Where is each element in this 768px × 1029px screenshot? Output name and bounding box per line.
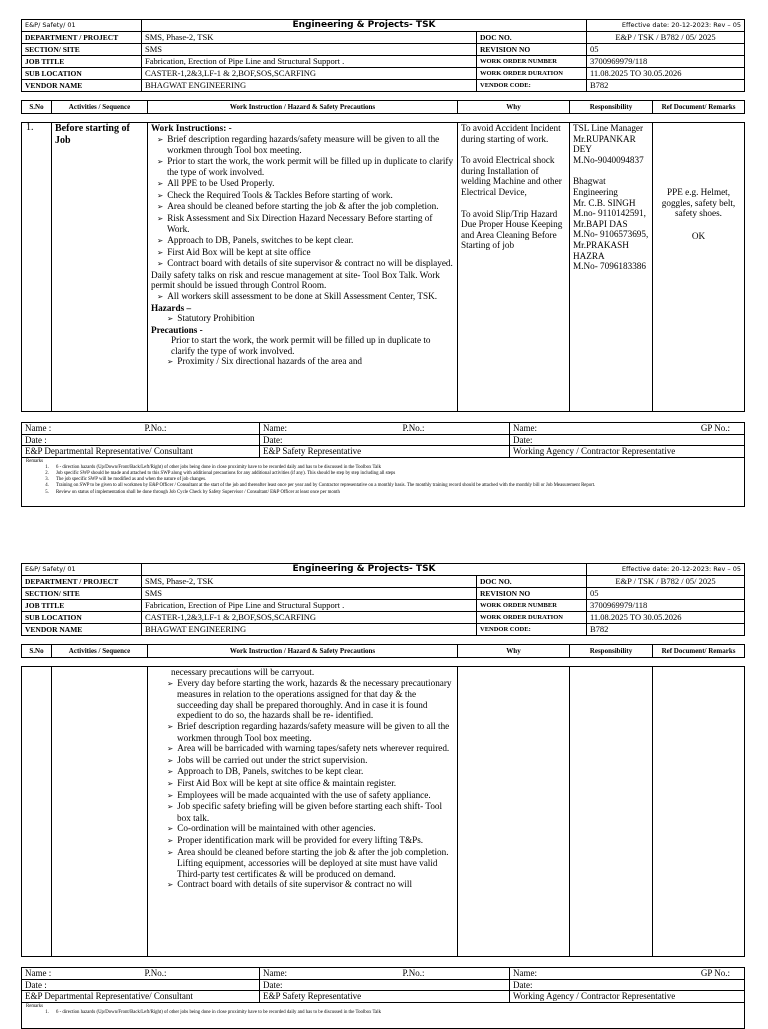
form-code: E&P/ Safety/ 01 xyxy=(22,20,142,32)
list-item: ➢ Approach to DB, Panels, switches to be kept clear. xyxy=(151,235,454,247)
ref-remarks-cell xyxy=(653,667,745,957)
signoff-gpno: GP No.: xyxy=(630,423,745,435)
signoff-date: Date : xyxy=(22,434,260,446)
job-title-value: Fabrication, Erection of Pipe Line and Structural Support . xyxy=(142,600,477,612)
responsibility-line: Mr.BAPI DAS xyxy=(573,218,628,229)
document-header xyxy=(21,19,745,92)
job-title-value: Fabrication, Erection of Pipe Line and Structural Support . xyxy=(142,56,477,68)
precautions-heading: Precautions - xyxy=(151,324,203,335)
ppe-remark: PPE e.g. Helmet, goggles, safety belt, safety shoes. xyxy=(661,187,736,219)
signoff-pno: P.No.: xyxy=(142,423,260,435)
lead-text: necessary precautions will be carryout. xyxy=(171,667,315,677)
sheet-page-2 xyxy=(21,563,745,1029)
department-value: SMS, Phase-2, TSK xyxy=(142,576,477,588)
column-header-row xyxy=(21,644,745,658)
col-sno: S.No xyxy=(22,101,52,114)
department-value: SMS, Phase-2, TSK xyxy=(142,32,477,44)
signoff-date-3: Date: xyxy=(510,434,745,446)
remarks-heading: Remarks xyxy=(26,458,44,464)
list-item: ➢ Proximity / Six directional hazards of the area and xyxy=(151,356,454,368)
responsibility-line: M.No-9040094837 xyxy=(573,154,644,165)
col-ref-document: Ref Document/ Remarks xyxy=(653,645,745,658)
list-item: ➢ First Aid Box will be kept at site office xyxy=(151,247,454,259)
col-responsibility: Responsibility xyxy=(570,101,653,114)
signoff-name-3: Name: xyxy=(510,423,630,435)
signoff-date: Date : xyxy=(22,979,260,991)
list-item: ➢ Contract board with details of site supervisor & contract no will be displayed. xyxy=(151,258,454,270)
revision-value: 05 xyxy=(587,44,745,56)
remark-item: 3. The job specific SWP will be modified as and when the nature of job changes. xyxy=(50,477,740,483)
revision-label: REVISION NO xyxy=(477,588,587,600)
why-text: To avoid Slip/Trip Hazard Due Proper House Keeping and Area Cleaning Before Starting of job xyxy=(461,208,563,251)
why-cell xyxy=(458,667,570,957)
list-item: ➢ Brief description regarding hazards/safety measure will be given to all the workmen through Tool box meeting. xyxy=(151,134,454,156)
document-title: Engineering & Projects- TSK xyxy=(142,20,587,32)
list-item: ➢ First Aid Box will be kept at site office & maintain register. xyxy=(151,778,454,790)
list-item: ➢ Employees will be made acquainted with the use of safety appliance. xyxy=(151,790,454,802)
list-item: ➢ Proper identification mark will be provided for every lifting T&Ps. xyxy=(151,835,454,847)
doc-no-label: DOC NO. xyxy=(477,32,587,44)
activity-cell xyxy=(52,667,148,957)
vendor-code-label: VENDOR CODE: xyxy=(477,80,587,92)
signoff-name-2: Name: xyxy=(260,423,400,435)
ref-remarks-cell xyxy=(653,123,745,412)
col-ref-document: Ref Document/ Remarks xyxy=(653,101,745,114)
signoff-pno-2: P.No.: xyxy=(400,423,510,435)
signoff-role-1: E&P Departmental Representative/ Consultant xyxy=(22,991,260,1003)
job-title-label: JOB TITLE xyxy=(22,56,142,68)
job-title-label: JOB TITLE xyxy=(22,600,142,612)
vendor-code-value: B782 xyxy=(587,80,745,92)
remarks-list xyxy=(26,1010,740,1016)
procedure-table-page-1 xyxy=(21,122,745,412)
col-why: Why xyxy=(458,645,570,658)
col-activities: Activities / Sequence xyxy=(52,101,148,114)
revision-value: 05 xyxy=(587,588,745,600)
daily-talk-text: Daily safety talks on risk and rescue management at site- Tool Box Talk. Work permit should be issued through Control Room. xyxy=(151,269,440,291)
sub-location-label: SUB LOCATION xyxy=(22,612,142,624)
vendor-name-label: VENDOR NAME xyxy=(22,624,142,636)
responsibility-line: Mr. C.B. SINGH xyxy=(573,197,636,208)
department-label: DEPARTMENT / PROJECT xyxy=(22,576,142,588)
col-sno: S.No xyxy=(22,645,52,658)
hazards-list xyxy=(151,313,454,325)
responsibility-line: M.No- 7096183386 xyxy=(573,261,646,272)
list-item: ➢ All PPE to be Used Properly. xyxy=(151,178,454,190)
signoff-date-2: Date: xyxy=(260,434,510,446)
col-responsibility: Responsibility xyxy=(570,645,653,658)
duration-label: WORK ORDER DURATION xyxy=(477,612,587,624)
section-label: SECTION/ SITE xyxy=(22,588,142,600)
col-activities: Activities / Sequence xyxy=(52,645,148,658)
sub-location-label: SUB LOCATION xyxy=(22,68,142,80)
section-value: SMS xyxy=(142,588,477,600)
signoff-role-3: Working Agency / Contractor Representative xyxy=(510,991,745,1003)
list-item: ➢ Risk Assessment and Six Direction Hazard Necessary Before starting of Work. xyxy=(151,213,454,235)
sub-location-value: CASTER-1,2&3,LF-1 & 2,BOF,SOS,SCARFING xyxy=(142,612,477,624)
list-item: ➢ Prior to start the work, the work permit will be filled up in duplicate to clarify the type of work involved. xyxy=(151,156,454,178)
section-value: SMS xyxy=(142,44,477,56)
remarks-heading: Remarks xyxy=(26,1003,44,1009)
signoff-role-3: Working Agency / Contractor Representative xyxy=(510,446,745,458)
duration-label: WORK ORDER DURATION xyxy=(477,68,587,80)
signoff-pno-2: P.No.: xyxy=(400,968,510,980)
signoff-pno: P.No.: xyxy=(142,968,260,980)
document-title: Engineering & Projects- TSK xyxy=(142,564,587,576)
doc-no-value: E&P / TSK / B782 / 05/ 2025 xyxy=(587,32,745,44)
remark-item: 1. 6 - direction hazards (Up/Down/Front/Back/Left/Right) of other jobs being done in close proximity have to be recorded daily and has to be discussed in the Toolbox Talk xyxy=(50,1010,740,1016)
col-why: Why xyxy=(458,101,570,114)
why-cell xyxy=(458,123,570,412)
column-header-row xyxy=(21,100,745,114)
signoff-name: Name : xyxy=(22,423,142,435)
col-work-instruction: Work Instruction / Hazard & Safety Precautions xyxy=(148,101,458,114)
duration-value: 11.08.2025 TO 30.05.2026 xyxy=(587,612,745,624)
responsibility-line: Bhagwat Engineering xyxy=(573,176,618,197)
sno-cell: 1. xyxy=(22,123,52,412)
work-order-label: WORK ORDER NUMBER xyxy=(477,56,587,68)
work-order-label: WORK ORDER NUMBER xyxy=(477,600,587,612)
signoff-name: Name : xyxy=(22,968,142,980)
list-item: ➢ Co-ordination will be maintained with other agencies. xyxy=(151,823,454,835)
sub-location-value: CASTER-1,2&3,LF-1 & 2,BOF,SOS,SCARFING xyxy=(142,68,477,80)
remark-item: 5. Review on status of implementation shall be done through Job Cycle Check by Safety Supervisor / Consultant/ E&P Officer at least once per month xyxy=(50,490,740,496)
signoff-role-1: E&P Departmental Representative/ Consultant xyxy=(22,446,260,458)
vendor-name-label: VENDOR NAME xyxy=(22,80,142,92)
remarks-box xyxy=(21,1003,745,1029)
precautions-text: Prior to start the work, the work permit will be filled up in duplicate to clarify the type of work involved. xyxy=(171,335,431,356)
form-code: E&P/ Safety/ 01 xyxy=(22,564,142,576)
signoff-gpno: GP No.: xyxy=(630,968,745,980)
vendor-code-label: VENDOR CODE: xyxy=(477,624,587,636)
work-instruction-cell xyxy=(148,123,458,412)
list-item: ➢ Check the Required Tools & Tackles Before starting of work. xyxy=(151,190,454,202)
signoff-name-2: Name: xyxy=(260,968,400,980)
list-item: ➢ All workers skill assessment to be done at Skill Assessment Center, TSK. xyxy=(151,291,454,303)
signoff-role-2: E&P Safety Representative xyxy=(260,446,510,458)
skill-list xyxy=(151,291,454,303)
remark-item: 1. 6 - direction hazards (Up/Down/Front/Back/Left/Right) of other jobs being done in close proximity have to be recorded daily and has to be discussed in the Toolbox Talk xyxy=(50,465,740,471)
sheet-page-1 xyxy=(21,19,745,507)
signoff-role-2: E&P Safety Representative xyxy=(260,991,510,1003)
sno-cell xyxy=(22,667,52,957)
work-instructions-list xyxy=(151,134,454,270)
responsibility-cell xyxy=(570,123,653,412)
list-item: ➢ Area should be cleaned before starting the job & after the job completion. xyxy=(151,201,454,213)
effective-date: Effective date: 20-12-2023: Rev – 05 xyxy=(587,20,745,32)
signoff-date-3: Date: xyxy=(510,979,745,991)
work-instructions-heading: Work Instructions: - xyxy=(151,123,232,133)
vendor-name-value: BHAGWAT ENGINEERING xyxy=(142,80,477,92)
work-instruction-cell xyxy=(148,667,458,957)
list-item: ➢ Statutory Prohibition xyxy=(151,313,454,325)
list-item: ➢ Area will be barricaded with warning tapes/safety nets wherever required. xyxy=(151,743,454,755)
doc-no-label: DOC NO. xyxy=(477,576,587,588)
responsibility-line: M.No- 9106573695, xyxy=(573,229,649,240)
signoff-table xyxy=(21,967,745,1003)
remark-item: 2. Job specific SWP should be made and attached to this SWP along with additional precautions for any additional activities (if any). This should be step by step including all steps xyxy=(50,471,740,477)
remarks-list xyxy=(26,465,740,496)
list-item: ➢ Every day before starting the work, hazards & the necessary precautionary measures in relation to the operations assigned for that day & the succeeding day shall be prepared thoroughly. And in case it is found expedient to do so, the hazards shall be re- identified. xyxy=(151,678,454,721)
ok-remark: OK xyxy=(691,230,706,241)
hazards-heading: Hazards – xyxy=(151,302,192,313)
col-work-instruction: Work Instruction / Hazard & Safety Precautions xyxy=(148,645,458,658)
vendor-code-value: B782 xyxy=(587,624,745,636)
list-item: ➢ Jobs will be carried out under the strict supervision. xyxy=(151,755,454,767)
work-order-value: 3700969979/118 xyxy=(587,600,745,612)
signoff-name-3: Name: xyxy=(510,968,630,980)
responsibility-line: TSL Line Manager xyxy=(573,123,644,133)
remark-item: 4. Training on SWP to be given to all workmen by E&P Officer / Consultant at the start of the job and thereafter least once per year and by Contractor representative on a monthly basis. The monthly training record should be attached with the monthly bill or Job Measurement Report. xyxy=(50,483,740,489)
list-item: ➢ Contract board with details of site supervisor & contract no will xyxy=(151,879,454,891)
responsibility-spacer xyxy=(573,165,649,176)
responsibility-line: Mr.PRAKASH HAZRA xyxy=(573,239,629,261)
precautions-list xyxy=(151,356,454,368)
why-text: To avoid Electrical shock during Installation of welding Machine and other Electrical Device, xyxy=(461,155,562,197)
section-label: SECTION/ SITE xyxy=(22,44,142,56)
vendor-name-value: BHAGWAT ENGINEERING xyxy=(142,624,477,636)
list-item: ➢ Job specific safety briefing will be given before starting each shift- Tool box talk. xyxy=(151,801,454,823)
responsibility-line: M.no- 9110142591, xyxy=(573,208,646,219)
document-header xyxy=(21,563,745,636)
procedure-table-page-2 xyxy=(21,666,745,957)
work-order-value: 3700969979/118 xyxy=(587,56,745,68)
list-item: ➢ Approach to DB, Panels, switches to be kept clear. xyxy=(151,766,454,778)
effective-date: Effective date: 20-12-2023: Rev – 05 xyxy=(587,564,745,576)
precautions-list xyxy=(151,678,454,891)
responsibility-line: Mr.RUPANKAR DEY xyxy=(573,133,636,155)
list-item: ➢ Brief description regarding hazards/safety measure will be given to all the workmen through Tool box meeting. xyxy=(151,721,454,743)
remarks-box xyxy=(21,458,745,507)
signoff-table xyxy=(21,422,745,458)
why-text: To avoid Accident Incident during starting of work. xyxy=(461,123,561,144)
duration-value: 11.08.2025 TO 30.05.2026 xyxy=(587,68,745,80)
revision-label: REVISION NO xyxy=(477,44,587,56)
doc-no-value: E&P / TSK / B782 / 05/ 2025 xyxy=(587,576,745,588)
list-item: ➢ Area should be cleaned before starting the job & after the job completion. Lifting equipment, accessories will be deployed at site must have valid Third-party test certificates & will be produced on demand. xyxy=(151,847,454,880)
signoff-date-2: Date: xyxy=(260,979,510,991)
responsibility-cell xyxy=(570,667,653,957)
department-label: DEPARTMENT / PROJECT xyxy=(22,32,142,44)
activity-cell: Before starting of Job xyxy=(52,123,148,412)
